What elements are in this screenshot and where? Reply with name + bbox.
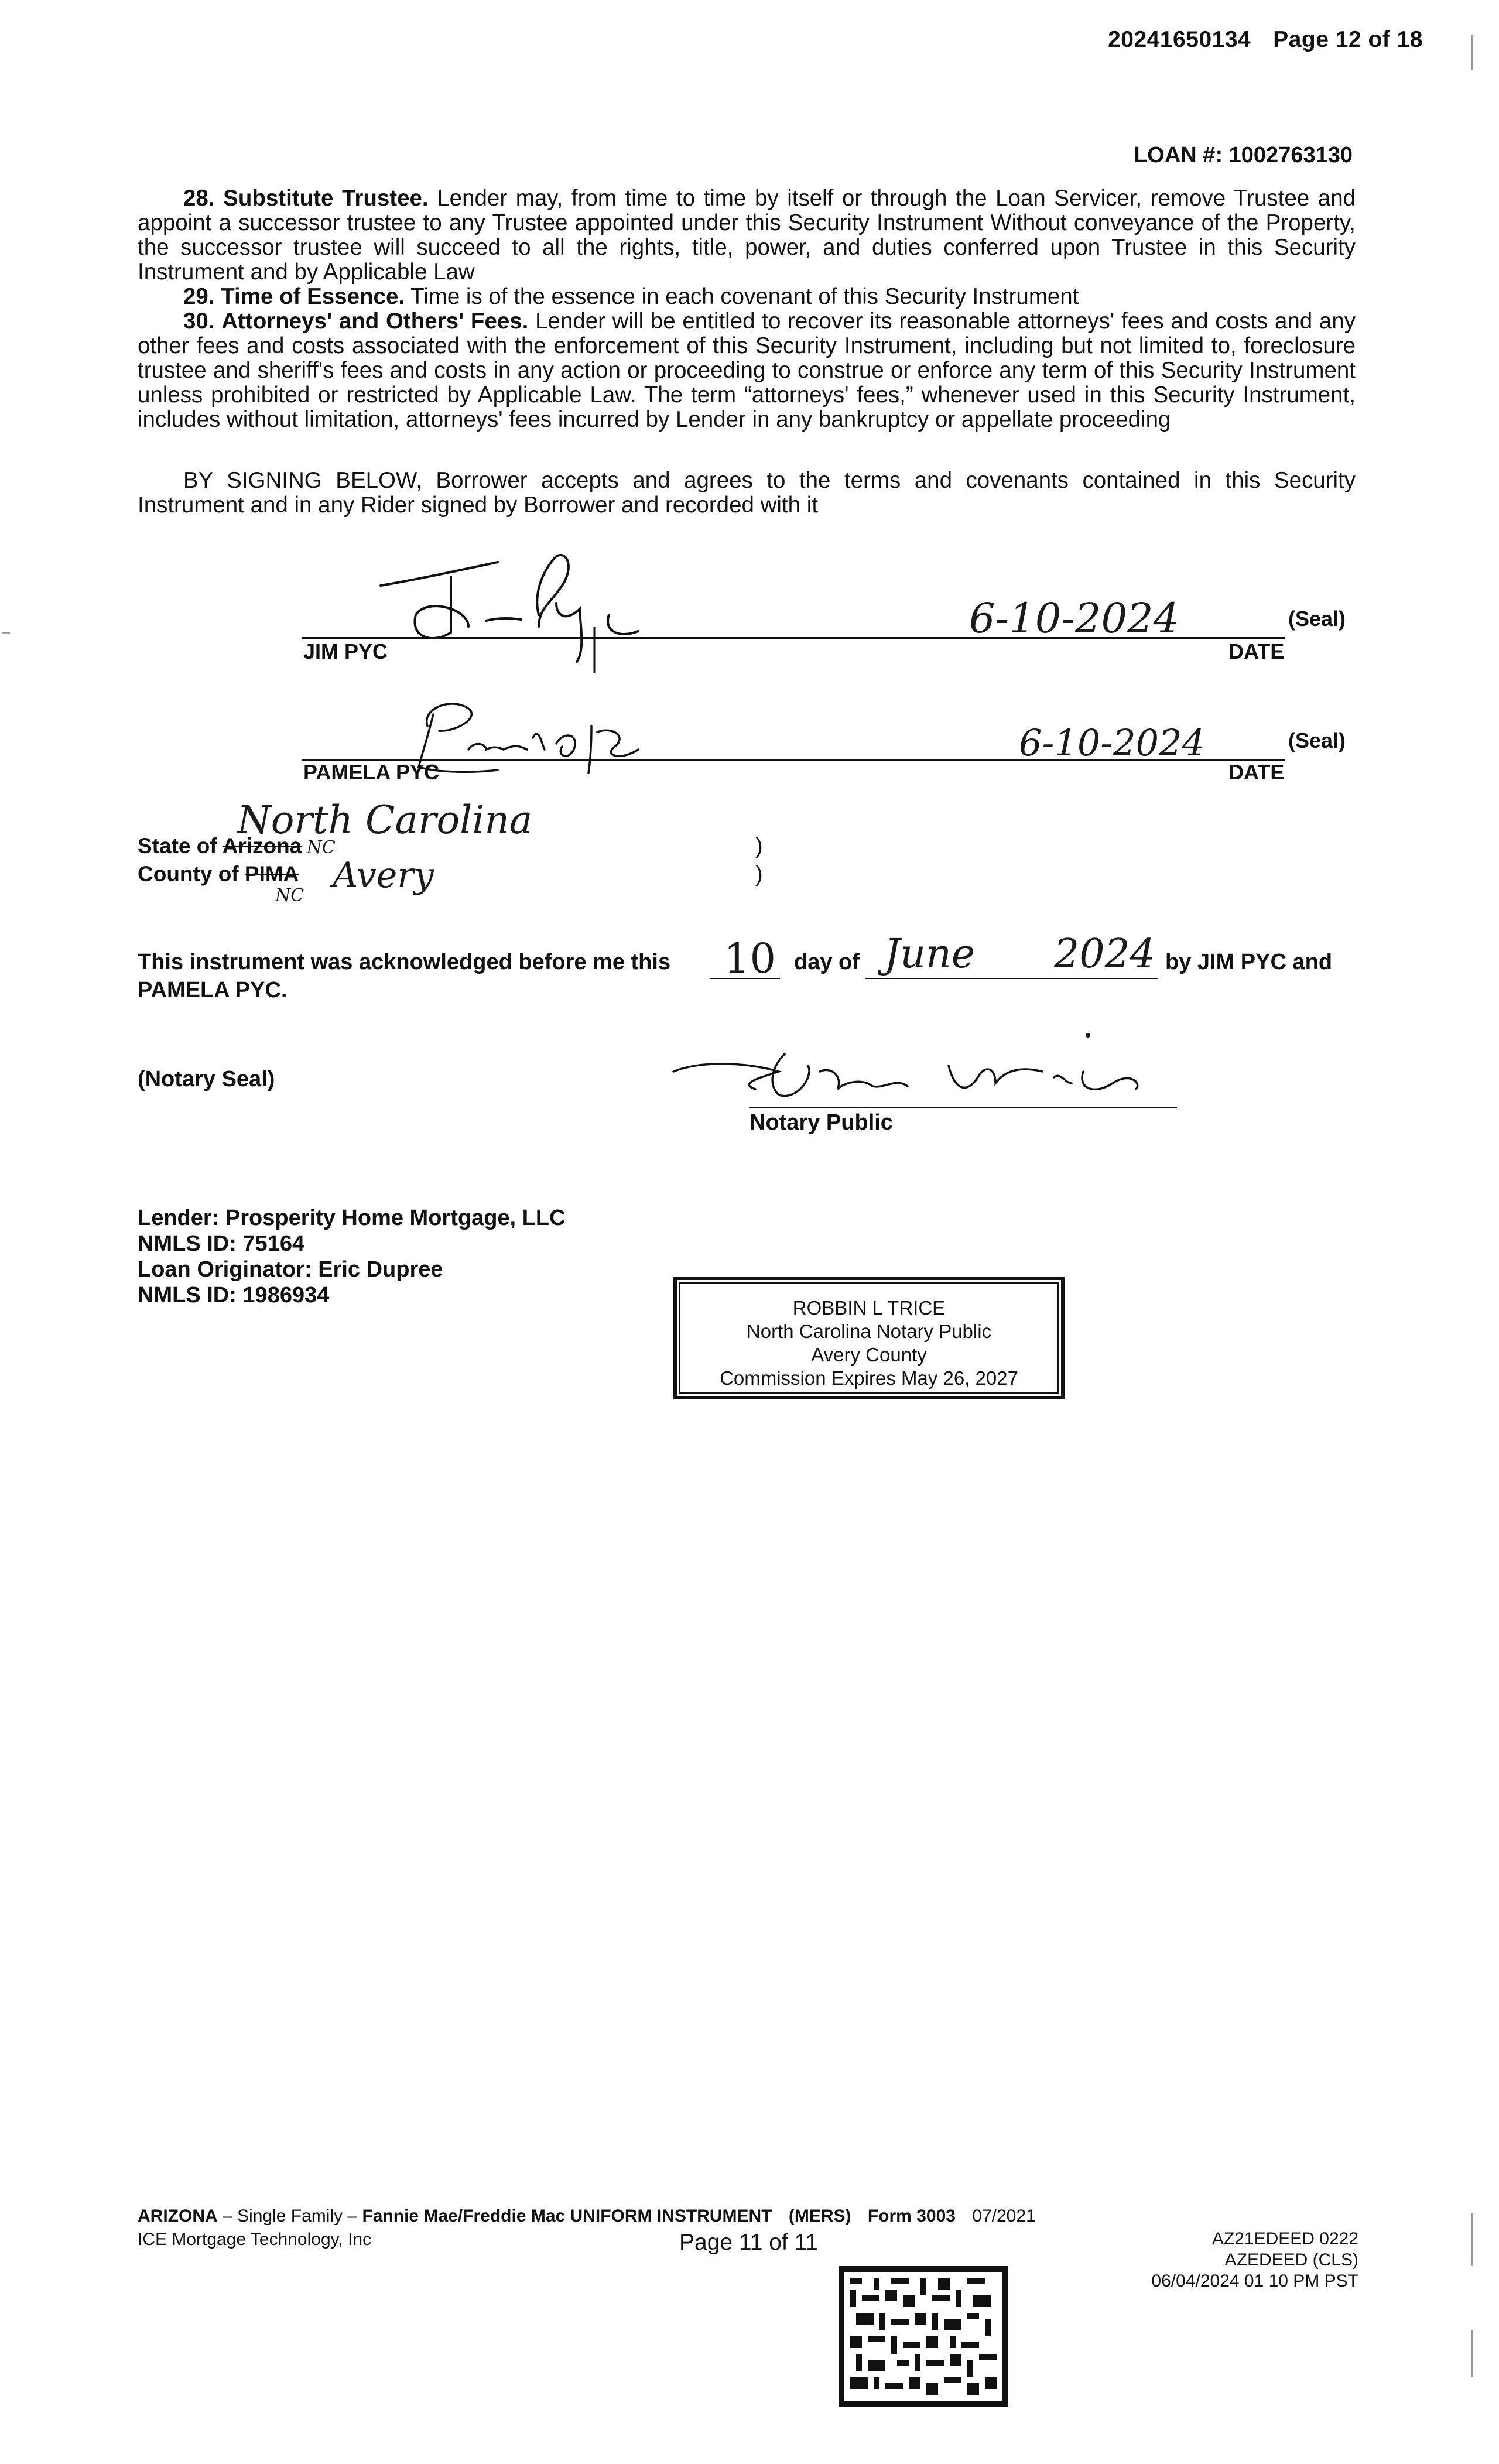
signer-name: JIM PYC — [303, 639, 388, 663]
county-line — [138, 862, 299, 887]
footer-mers: (MERS) — [788, 2206, 851, 2226]
notary-stamp — [673, 1277, 1065, 1399]
county-handwritten: Avery — [333, 855, 434, 896]
notary-public-label: Notary Public — [750, 1110, 893, 1135]
covenants — [138, 186, 1356, 432]
state-struck: Arizona — [222, 834, 302, 858]
month-blank — [865, 978, 1158, 979]
day-of-label: day of — [794, 950, 860, 974]
section-number: 29. — [183, 284, 215, 309]
section-number: 28. — [183, 186, 215, 211]
stamp-county: Avery County — [811, 1344, 927, 1366]
seal-label: (Seal) — [1288, 607, 1346, 631]
seal-label: (Seal) — [1288, 728, 1346, 752]
originator-nmls: NMLS ID: 1986934 — [138, 1283, 330, 1308]
stamp-name: ROBBIN L TRICE — [792, 1297, 946, 1319]
edge-mark — [2, 632, 10, 634]
section-28 — [138, 186, 1356, 285]
stamp-title: North Carolina Notary Public — [746, 1320, 992, 1342]
acknowledgment-year: 2024 — [1054, 931, 1156, 977]
footer-code-2: AZEDEED (CLS) — [1224, 2250, 1358, 2270]
section-30 — [138, 309, 1356, 432]
edge-mark — [1471, 2213, 1473, 2266]
section-title: Attorneys' and Others' Fees. — [221, 309, 529, 334]
pamela-pyc-date-handwritten: 6-10-2024 — [1019, 721, 1206, 764]
acknowledgment-names: PAMELA PYC. — [138, 978, 288, 1002]
footer-codes — [1151, 2229, 1358, 2292]
county-label: County of — [138, 862, 239, 886]
section-text: Time is of the essence in each covenant of this Security Instrument — [410, 284, 1079, 309]
notary-signature — [668, 1031, 1183, 1113]
date-label: DATE — [1228, 639, 1285, 663]
signing-statement — [138, 468, 1356, 518]
date-label: DATE — [1228, 760, 1285, 784]
barcode-icon — [839, 2266, 1008, 2407]
acknowledgment-day: 10 — [724, 935, 776, 983]
footer-instrument: Fannie Mae/Freddie Mac UNIFORM INSTRUMENT — [362, 2206, 772, 2226]
footer-timestamp: 06/04/2024 01 10 PM PST — [1151, 2271, 1358, 2291]
footer-company: ICE Mortgage Technology, Inc — [138, 2230, 372, 2249]
loan-number — [1134, 143, 1353, 168]
footer-dash: – — [217, 2206, 238, 2226]
footer-state: ARIZONA — [138, 2206, 218, 2226]
signer-name: PAMELA PYC — [303, 760, 440, 784]
state-label: State of — [138, 834, 217, 858]
section-29 — [138, 285, 1356, 309]
acknowledgment-suffix: by JIM PYC and — [1165, 950, 1333, 974]
footer-dash: – — [343, 2206, 362, 2226]
section-title: Time of Essence. — [221, 284, 405, 309]
stamp-expiry: Commission Expires May 26, 2027 — [720, 1367, 1018, 1389]
loan-value: 1002763130 — [1228, 143, 1353, 167]
notary-seal-label: (Notary Seal) — [138, 1067, 275, 1091]
signing-statement-text: BY SIGNING BELOW, Borrower accepts and agrees to the terms and covenants contained in this Security Instrument and in any Rider signed by Borrower and recorded with it — [138, 468, 1356, 518]
pamela-pyc-signature — [404, 691, 650, 785]
county-abbrev: NC — [275, 885, 304, 906]
edge-mark — [1471, 2330, 1473, 2377]
lender-info — [138, 1205, 566, 1308]
loan-originator: Loan Originator: Eric Dupree — [138, 1257, 443, 1282]
document-number: 20241650134 — [1108, 27, 1251, 52]
page-counter: Page 12 of 18 — [1273, 27, 1423, 52]
state-abbrev: NC — [306, 837, 336, 858]
page-header — [1108, 27, 1423, 53]
section-title: Substitute Trustee. — [223, 186, 429, 211]
lender-name: Lender: Prosperity Home Mortgage, LLC — [138, 1206, 566, 1230]
state-line — [138, 834, 336, 858]
jim-pyc-signature — [363, 545, 668, 673]
footer-family: Single Family — [237, 2206, 343, 2226]
jim-pyc-date-handwritten: 6-10-2024 — [969, 594, 1180, 642]
loan-label: LOAN #: — [1134, 143, 1223, 167]
notary-signature-line — [750, 1107, 1177, 1108]
lender-nmls: NMLS ID: 75164 — [138, 1231, 305, 1256]
state-handwritten: North Carolina — [237, 798, 533, 843]
footer-code-1: AZ21EDEED 0222 — [1211, 2229, 1358, 2249]
footer-form-line — [138, 2206, 1036, 2226]
paren: ) — [755, 834, 763, 858]
edge-mark — [1471, 35, 1473, 70]
signature-line — [302, 637, 1285, 639]
footer-form: Form 3003 — [867, 2206, 956, 2226]
section-text: Lender may, from time to time by itself or through the Loan Servicer, remove Trustee and appoint a successor trustee to any Trustee appointed under this Security Instrument Without conveyance of the Property, the successor trustee will succeed to all the rights, title, power, and duties conferred upon Trustee in this Security Instrument and by Applicable Law — [138, 186, 1356, 285]
acknowledgment-prefix: This instrument was acknowledged before me this — [138, 950, 671, 974]
signature-line — [302, 759, 1285, 761]
footer-form-date: 07/2021 — [972, 2206, 1036, 2226]
county-struck: PIMA — [244, 862, 299, 886]
section-number: 30. — [183, 309, 215, 334]
paren: ) — [755, 862, 763, 887]
footer-page: Page 11 of 11 — [679, 2230, 819, 2255]
acknowledgment-month: June — [884, 931, 976, 977]
section-text: Lender will be entitled to recover its reasonable attorneys' fees and costs and any other fees and costs associated with the enforcement of this Security Instrument, including but not limited to, foreclosure trustee and sheriff's fees and costs in any action or proceeding to construe or enforce any term of this Security Instrument unless prohibited or restricted by Applicable Law. The term “attorneys' fees,” whenever used in this Security Instrument, includes without limitation, attorneys' fees incurred by Lender in any bankruptcy or appellate proceeding — [138, 309, 1356, 432]
